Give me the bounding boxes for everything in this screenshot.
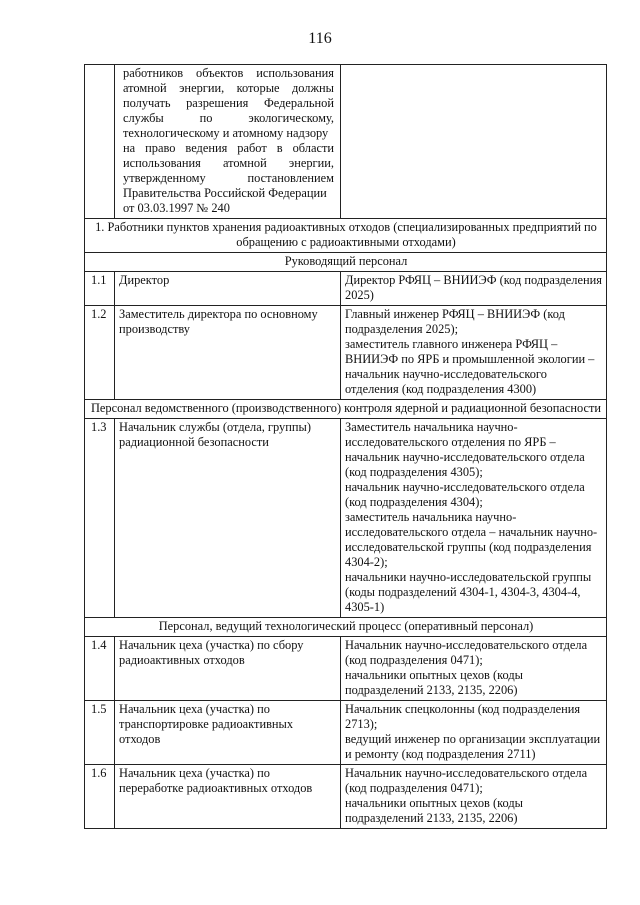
table-row [85, 306, 607, 400]
job-title: Начальник спецколонны (код подразделения 2713); [345, 702, 581, 731]
table-row [85, 272, 607, 306]
continuation-line: атомной энергии, которые должны [123, 81, 334, 95]
job-title: Начальник научно-исследовательского отдела (код подразделения 0471); [345, 638, 588, 667]
position-name: Начальник цеха (участка) по транспортировке радиоактивных отходов [115, 701, 341, 765]
position-name: Заместитель директора по основному производству [115, 306, 341, 400]
table-row [85, 419, 607, 618]
continuation-line: утвержденному постановлением [123, 171, 334, 185]
row-number: 1.1 [85, 272, 115, 306]
job-title: ведущий инженер по организации эксплуатации и ремонту (код подразделения 2711) [345, 732, 601, 761]
row-number: 1.2 [85, 306, 115, 400]
continuation-line: работников объектов использования [123, 66, 334, 80]
group-management: Руководящий персонал [85, 253, 607, 272]
position-name: Начальник цеха (участка) по переработке радиоактивных отходов [115, 765, 341, 829]
job-titles [341, 419, 607, 618]
job-titles [341, 306, 607, 400]
continuation-line: получать разрешения Федеральной [123, 96, 334, 110]
continuation-row [85, 65, 607, 219]
group-row [85, 253, 607, 272]
continuation-line: на право ведения работ в области [123, 141, 334, 155]
continuation-num-cell [85, 65, 115, 219]
job-titles [341, 765, 607, 829]
job-title: Главный инженер РФЯЦ – ВНИИЭФ (код подразделения 2025); [345, 307, 565, 336]
row-number: 1.4 [85, 637, 115, 701]
job-title: начальники научно-исследовательской группы (коды подразделений 4304-1, 4304-3, 4304-4, 4305-1) [345, 570, 592, 614]
row-number: 1.5 [85, 701, 115, 765]
group-operational: Персонал, ведущий технологический процесс (оперативный персонал) [85, 618, 607, 637]
continuation-title-cell [341, 65, 607, 219]
page-number: 116 [308, 30, 332, 47]
continuation-line: Правительства Российской Федерации [123, 186, 327, 200]
position-name: Начальник цеха (участка) по сбору радиоактивных отходов [115, 637, 341, 701]
job-title: Заместитель начальника научно-исследовательского отделения по ЯРБ – начальник научно-исследовательского отдела (код подразделения 4305); [345, 420, 585, 479]
job-titles [341, 272, 607, 306]
section-title: 1. Работники пунктов хранения радиоактивных отходов (специализированных предприятий по обращению с радиоактивными отходами) [85, 219, 607, 253]
job-titles [341, 701, 607, 765]
row-number: 1.6 [85, 765, 115, 829]
table-row [85, 637, 607, 701]
continuation-line: использования атомной энергии, [123, 156, 334, 170]
job-title: начальники опытных цехов (коды подразделений 2133, 2135, 2206) [345, 668, 523, 697]
job-title: Начальник научно-исследовательского отдела (код подразделения 0471); [345, 766, 588, 795]
position-name: Директор [115, 272, 341, 306]
group-row [85, 400, 607, 419]
table-row [85, 765, 607, 829]
continuation-line: от 03.03.1997 № 240 [123, 201, 230, 215]
continuation-line: технологическому и атомному надзору [123, 126, 329, 140]
continuation-text-cell [115, 65, 341, 219]
job-title: начальник научно-исследовательского отдела (код подразделения 4304); [345, 480, 585, 509]
row-number: 1.3 [85, 419, 115, 618]
job-title: начальники опытных цехов (коды подразделений 2133, 2135, 2206) [345, 796, 523, 825]
table-row [85, 701, 607, 765]
group-control: Персонал ведомственного (производственного) контроля ядерной и радиационной безопасности [85, 400, 607, 419]
job-title: заместитель главного инженера РФЯЦ – ВНИИЭФ по ЯРБ и промышленной экологии – начальник научно-исследовательского отделения (код подразделения 4300) [345, 337, 595, 396]
position-name: Начальник службы (отдела, группы) радиационной безопасности [115, 419, 341, 618]
group-row [85, 618, 607, 637]
job-title: Директор РФЯЦ – ВНИИЭФ (код подразделения 2025) [345, 273, 602, 302]
job-title: заместитель начальника научно-исследовательского отдела – начальник научно-исследовательской группы (код подразделения 4304-2); [345, 510, 598, 569]
continuation-line: службы по экологическому, [123, 111, 334, 125]
positions-table [84, 64, 607, 829]
job-titles [341, 637, 607, 701]
section-row [85, 219, 607, 253]
